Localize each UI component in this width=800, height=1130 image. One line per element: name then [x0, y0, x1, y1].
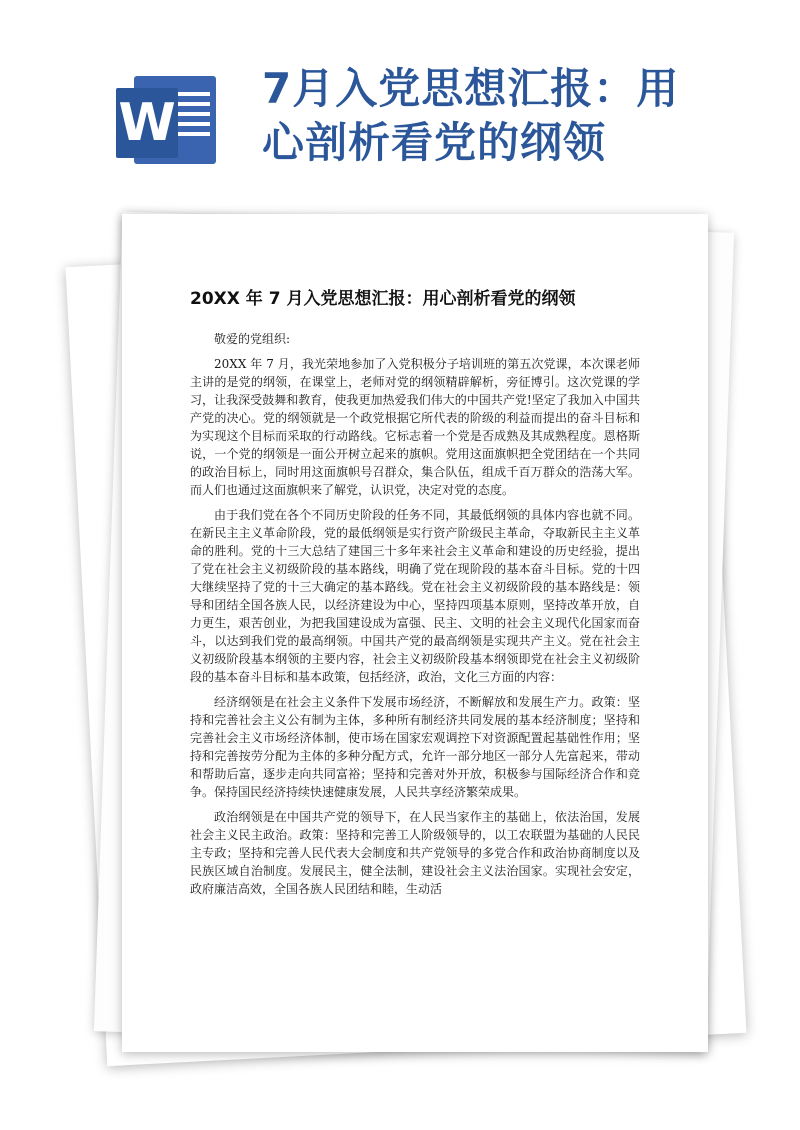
word-icon-letter: W: [116, 88, 178, 158]
document-title: 20XX 年 7 月入党思想汇报：用心剖析看党的纲领: [190, 289, 576, 309]
document-page: [122, 214, 708, 1052]
paragraph-1: 20XX 年 7 月，我光荣地参加了入党积极分子培训班的第五次党课，本次课老师主讲的是党的纲领，在课堂上，老师对党的纲领精辟解析，旁征博引。这次党课的学习，让我深受鼓舞和教育，使我更加热爱我们伟大的中国共产党!坚定了我加入中国共产党的决心。党的纲领就是一个政党根据它所代表的阶级的利益而提出的奋斗目标和为实现这个目标而采取的行动路线。它标志着一个党是否成熟及其成熟程度。恩格斯说，一个党的纲领是一面公开树立起来的旗帜。党用这面旗帜把全党团结在一个共同的政治目标上，同时用这面旗帜号召群众，集合队伍，组成千百万群众的浩荡大军。而人们也通过这面旗帜来了解党，认识党，决定对党的态度。: [190, 357, 640, 497]
word-icon-lines: [176, 92, 210, 142]
paragraph-2: 由于我们党在各个不同历史阶段的任务不同，其最低纲领的具体内容也就不同。在新民主主义革命阶段，党的最低纲领是实行资产阶级民主革命，夺取新民主主义革命的胜利。党的十三大总结了建国三十多年来社会主义革命和建设的历史经验，提出了党在社会主义初级阶段的基本路线，明确了党在现阶段的基本奋斗目标。党的十四大继续坚持了党的十三大确定的基本路线。党在社会主义初级阶段的基本路线是：领导和团结全国各族人民，以经济建设为中心，坚持四项基本原则，坚持改革开放，自力更生，艰苦创业，为把我国建设成为富强、民主、文明的社会主义现代化国家而奋斗，以达到我们党的最高纲领。中国共产党的最高纲领是实现共产主义。党在社会主义初级阶段基本纲领的主要内容，社会主义初级阶段基本纲领即党在社会主义初级阶段的基本奋斗目标和基本政策，包括经济，政治，文化三方面的内容：: [190, 508, 640, 684]
salutation: 敬爱的党组织:: [214, 332, 291, 346]
header-banner: [0, 0, 800, 220]
paragraph-4: 政治纲领是在中国共产党的领导下，在人民当家作主的基础上，依法治国，发展社会主义民主政治。政策：坚持和完善工人阶级领导的，以工农联盟为基础的人民民主专政；坚持和完善人民代表大会制度和共产党领导的多党合作和政治协商制度以及民族区域自治制度。发展民主，健全法制，建设社会主义法治国家。实现社会安定，政府廉洁高效，全国各族人民团结和睦，生动活: [190, 810, 640, 896]
document-body: [190, 330, 640, 905]
word-document-icon: [110, 70, 220, 170]
page-title: [262, 62, 742, 170]
page-title-line-1: 7月入党思想汇报：用: [262, 64, 680, 113]
paragraph-3: 经济纲领是在社会主义条件下发展市场经济，不断解放和发展生产力。政策：坚持和完善社会主义公有制为主体，多种所有制经济共同发展的基本经济制度；坚持和完善社会主义市场经济体制，使市场在国家宏观调控下对资源配置起基础性作用；坚持和完善按劳分配为主体的多种分配方式，允许一部分地区一部分人先富起来，带动和帮助后富，逐步走向共同富裕；坚持和完善对外开放，积极参与国际经济合作和竞争。保持国民经济持续快速健康发展，人民共享经济繁荣成果。: [190, 695, 640, 799]
page-title-line-2: 心剖析看党的纲领: [262, 118, 607, 167]
